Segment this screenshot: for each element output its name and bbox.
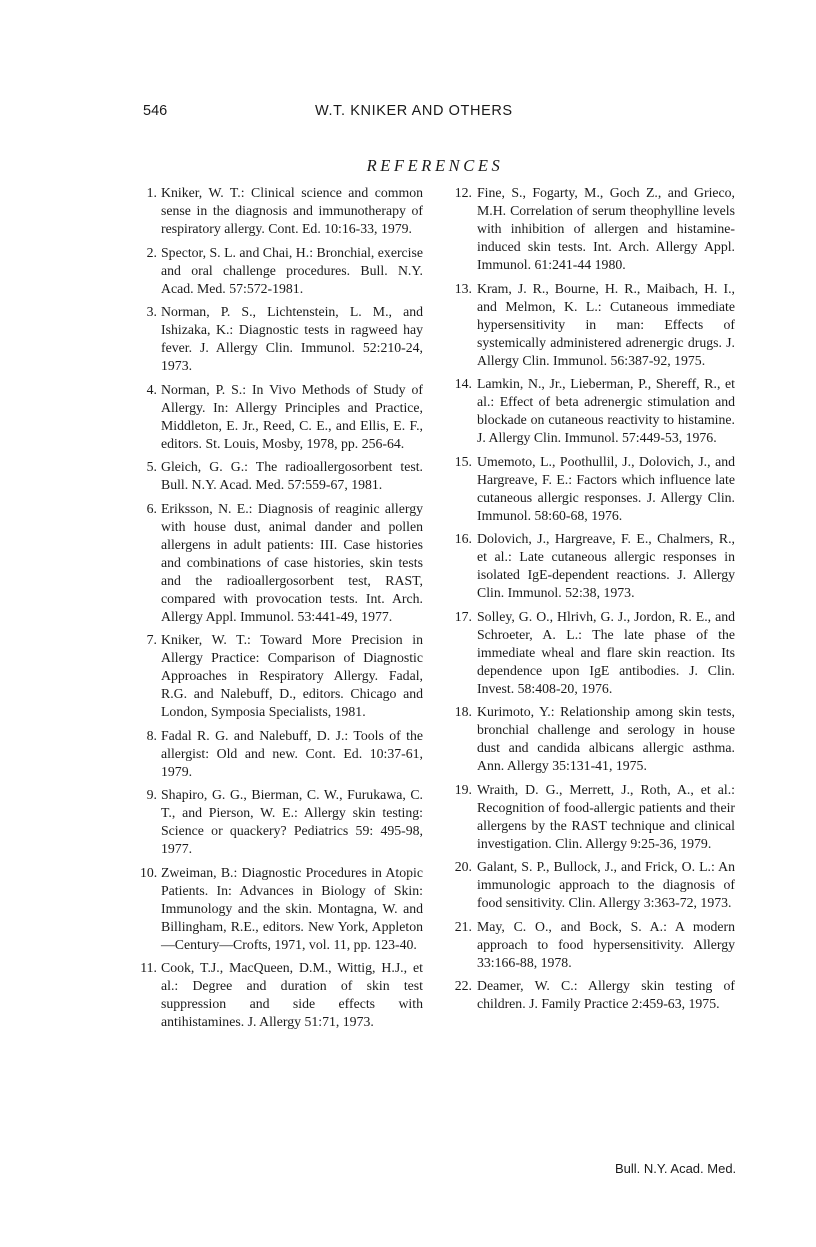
references-column-right <box>452 184 735 1019</box>
reference-number: 16. <box>454 531 472 546</box>
reference-number: 13. <box>454 280 472 296</box>
reference-text: Lamkin, N., Jr., Lieberman, P., Shereff, R., et al.: Effect of beta adrenergic stimulation and blockade on cutaneous reactivity to histamine. J. Allergy Clin. Immunol. 57:449-53, 1976. <box>477 376 735 445</box>
reference-number: 12. <box>454 185 472 200</box>
reference-item <box>452 781 735 853</box>
references-column-left <box>140 184 423 1037</box>
reference-text: Spector, S. L. and Chai, H.: Bronchial, exercise and oral challenge procedures. Bull. N.Y. Acad. Med. 57:572-1981. <box>161 244 423 296</box>
reference-item <box>452 184 735 274</box>
reference-text: Wraith, D. G., Merrett, J., Roth, A., et al.: Recognition of food-allergic patients and their allergens by the RAST technique and clinical investigation. Clin. Allergy 9:25-36, 1979. <box>477 781 735 851</box>
reference-number: 1. <box>146 185 157 200</box>
reference-number: 10. <box>140 864 158 880</box>
reference-text: Norman, P. S.: In Vivo Methods of Study of Allergy. In: Allergy Principles and Practice, Middleton, E. Jr., Reed, C. E., and Ellis, E. F., editors. St. Louis, Mosby, 1978, pp. 256-64. <box>161 381 423 451</box>
reference-item <box>140 500 423 626</box>
reference-number: 18. <box>454 704 472 719</box>
reference-text: Norman, P. S., Lichtenstein, L. M., and Ishizaka, K.: Diagnostic tests in ragweed hay fever. J. Allergy Clin. Immunol. 52:210-24, 1973. <box>161 304 423 373</box>
page-number: 546 <box>143 103 168 119</box>
reference-text: Kurimoto, Y.: Relationship among skin tests, bronchial challenge and serology in house dust and candida albicans allergic asthma. Ann. Allergy 35:131-41, 1975. <box>477 704 735 773</box>
reference-text: Cook, T.J., MacQueen, D.M., Wittig, H.J., et al.: Degree and duration of skin test suppression and side effects with antihistamines. J. Allergy 51:71, 1973. <box>161 960 423 1029</box>
reference-number: 5. <box>146 459 157 474</box>
reference-number: 22. <box>454 978 472 993</box>
reference-item <box>452 977 735 1013</box>
reference-number: 14. <box>454 376 472 391</box>
reference-item <box>140 864 423 954</box>
reference-number: 3. <box>146 304 157 319</box>
reference-number: 17. <box>454 608 472 624</box>
reference-item <box>140 244 423 298</box>
reference-item <box>452 453 735 525</box>
reference-number: 20. <box>454 859 472 874</box>
reference-number: 6. <box>146 500 157 516</box>
reference-item <box>140 631 423 721</box>
reference-text: Zweiman, B.: Diagnostic Procedures in Atopic Patients. In: Advances in Biology of Skin: Immunology and the skin. Montagna, W. and Billingham, R.E., editors. New York, Appleton—Century—Crofts, 1971, vol. 11, pp. 123-40. <box>161 864 423 952</box>
references-heading: REFERENCES <box>366 156 504 175</box>
reference-item <box>140 458 423 494</box>
reference-number: 4. <box>146 381 157 397</box>
reference-item <box>452 703 735 775</box>
reference-number: 9. <box>146 787 157 802</box>
reference-text: Fine, S., Fogarty, M., Goch Z., and Grieco, M.H. Correlation of serum theophylline levels with inhibition of allergen and histamine-induced skin tests. Int. Arch. Allergy Appl. Immunol. 61:241-44 1980. <box>477 185 735 272</box>
reference-number: 19. <box>454 781 472 797</box>
reference-number: 15. <box>454 453 472 469</box>
reference-number: 8. <box>146 727 157 743</box>
journal-footer: Bull. N.Y. Acad. Med. <box>615 1161 737 1176</box>
reference-text: Deamer, W. C.: Allergy skin testing of children. J. Family Practice 2:459-63, 1975. <box>477 978 735 1011</box>
reference-item <box>452 918 735 972</box>
reference-text: Kniker, W. T.: Clinical science and common sense in the diagnosis and immunotherapy of respiratory allergy. Cont. Ed. 10:16-33, 1979. <box>161 185 423 236</box>
reference-item <box>452 530 735 602</box>
reference-text: Kniker, W. T.: Toward More Precision in Allergy Practice: Comparison of Diagnostic Approaches in Respiratory Allergy. Fadal, R.G. and Nalebuff, D., editors. Chicago and London, Symposia Specialists, 1981. <box>161 632 423 719</box>
page-header <box>143 103 723 123</box>
reference-number: 21. <box>454 918 472 934</box>
reference-number: 2. <box>146 244 157 260</box>
reference-text: Eriksson, N. E.: Diagnosis of reaginic allergy with house dust, animal dander and pollen allergens in adult patients: III. Case histories and combinations of case histories, skin tests and the radioallergosorbent test, RAST, compared with provocation tests. Int. Arch. Allergy Appl. Immunol. 53:441-49, 1977. <box>161 500 423 624</box>
reference-text: Kram, J. R., Bourne, H. R., Maibach, H. I., and Melmon, K. L.: Cutaneous immediate hypersensitivity in man: Effects of systemically administered adrenergic drugs. J. Allergy Clin. Immunol. 56:387-92, 1975. <box>477 280 735 368</box>
reference-text: Dolovich, J., Hargreave, F. E., Chalmers, R., et al.: Late cutaneous allergic responses in isolated IgE-dependent reactions. J. Allergy Clin. Immunol. 52:38, 1973. <box>477 531 735 600</box>
reference-text: Gleich, G. G.: The radioallergosorbent test. Bull. N.Y. Acad. Med. 57:559-67, 1981. <box>161 459 423 492</box>
reference-item <box>452 608 735 698</box>
reference-text: May, C. O., and Bock, S. A.: A modern approach to food hypersensitivity. Allergy 33:166-88, 1978. <box>477 918 735 970</box>
reference-item <box>452 375 735 447</box>
reference-item <box>140 959 423 1031</box>
reference-item <box>140 303 423 375</box>
reference-text: Umemoto, L., Poothullil, J., Dolovich, J., and Hargreave, F. E.: Factors which influence late cutaneous allergic responses. J. Allergy Clin. Immunol. 58:60-68, 1976. <box>477 453 735 523</box>
reference-item <box>140 727 423 781</box>
reference-item <box>452 280 735 370</box>
reference-number: 7. <box>146 632 157 647</box>
reference-text: Shapiro, G. G., Bierman, C. W., Furukawa, C. T., and Pierson, W. E.: Allergy skin testing: Science or quackery? Pediatrics 59: 495-98, 1977. <box>161 787 423 856</box>
reference-item <box>140 786 423 858</box>
running-head: W.T. KNIKER AND OTHERS <box>315 103 513 119</box>
reference-text: Fadal R. G. and Nalebuff, D. J.: Tools of the allergist: Old and new. Cont. Ed. 10:37-61, 1979. <box>161 727 423 779</box>
reference-number: 11. <box>140 960 157 975</box>
reference-item <box>452 858 735 912</box>
reference-item <box>140 184 423 238</box>
reference-text: Galant, S. P., Bullock, J., and Frick, O. L.: An immunologic approach to the diagnosis of food sensitivity. Clin. Allergy 3:363-72, 1973. <box>477 859 735 910</box>
reference-text: Solley, G. O., Hlrivh, G. J., Jordon, R. E., and Schroeter, A. L.: The late phase of the immediate wheal and flare skin reaction. Its dependence upon IgE antibodies. J. Clin. Invest. 58:408-20, 1976. <box>477 608 735 696</box>
reference-item <box>140 381 423 453</box>
